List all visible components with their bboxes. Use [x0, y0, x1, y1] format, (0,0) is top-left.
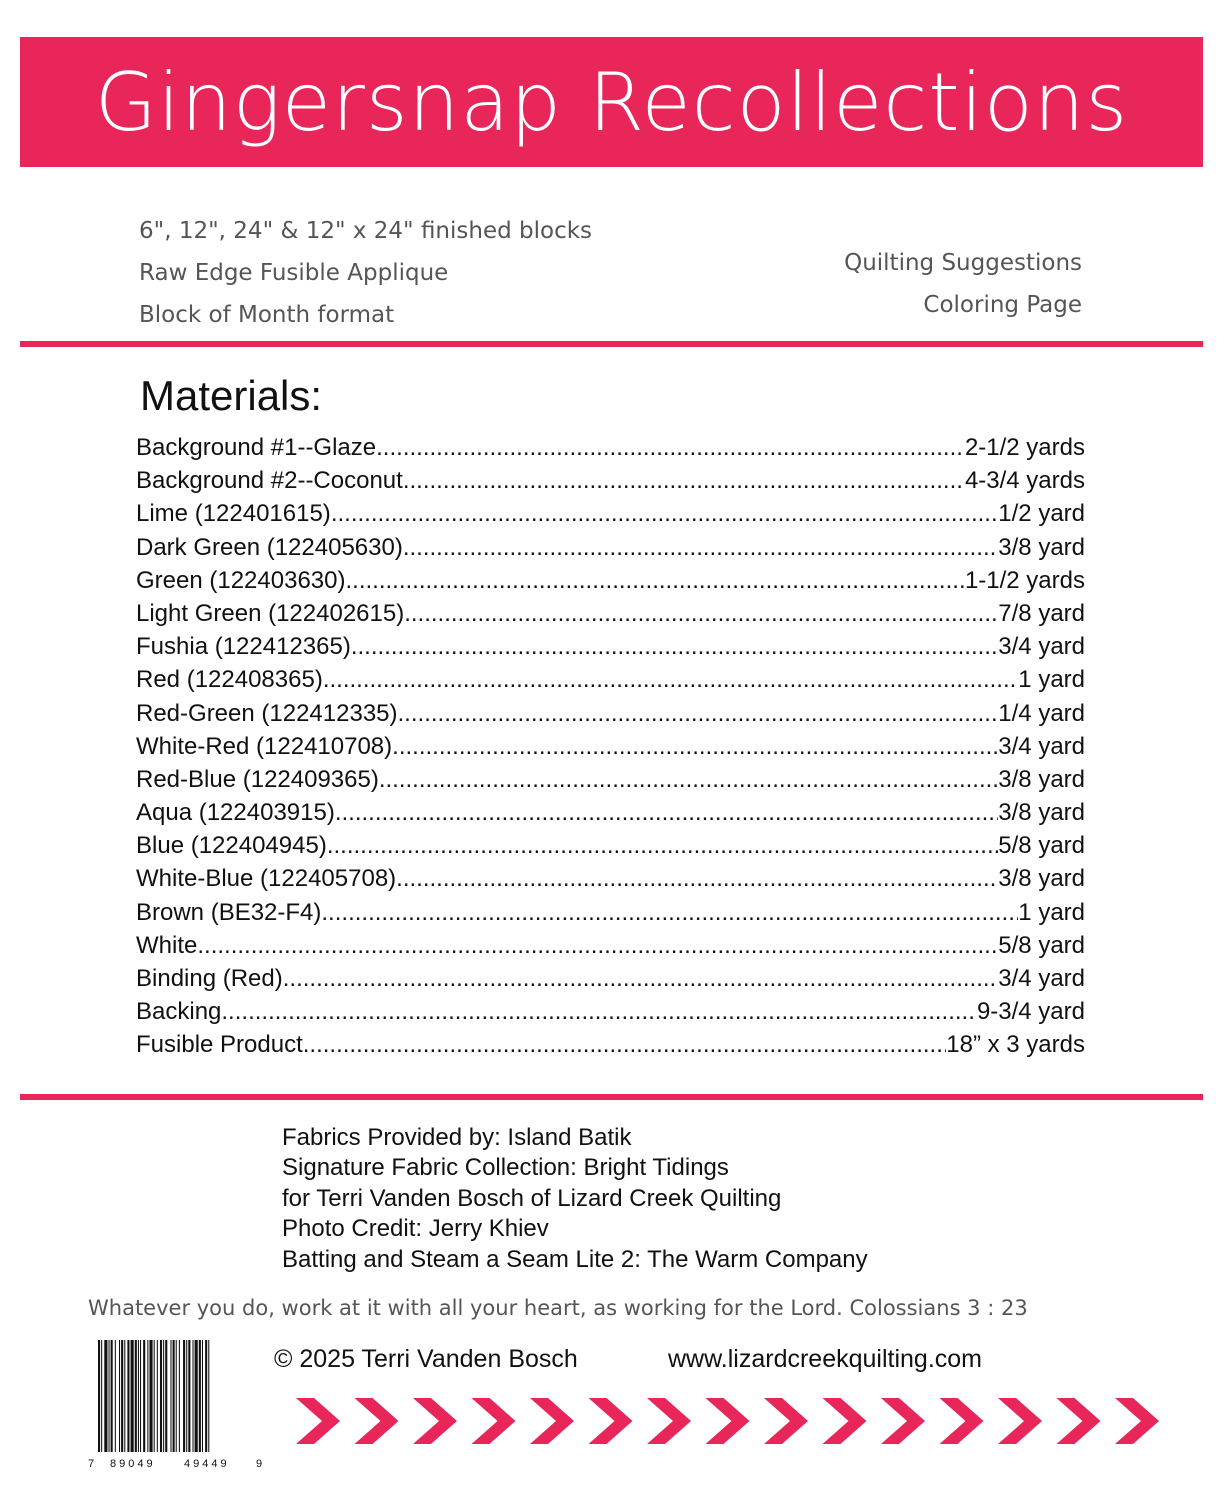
barcode-bar — [173, 1340, 175, 1452]
barcode-bar — [127, 1340, 129, 1452]
divider-bottom — [20, 1094, 1203, 1100]
material-quantity: 1/4 yard — [998, 699, 1085, 727]
chevron-arrow-icon — [998, 1398, 1042, 1444]
dot-leader — [303, 1031, 947, 1059]
material-quantity: 3/8 yard — [998, 765, 1085, 793]
chevron-arrow-icon — [881, 1398, 925, 1444]
chevron-arrow-icon — [589, 1398, 633, 1444]
barcode-bar — [195, 1340, 198, 1452]
material-quantity: 3/4 yard — [998, 633, 1085, 661]
material-row — [136, 733, 1091, 766]
material-row — [136, 865, 1091, 898]
credits — [282, 1123, 868, 1275]
barcode-bar — [179, 1340, 180, 1452]
material-name: Background #1--Glaze — [136, 434, 377, 461]
chevron-arrow-icon — [940, 1398, 984, 1444]
material-quantity: 9-3/4 yard — [976, 998, 1085, 1026]
material-name: White-Red (122410708) — [136, 732, 393, 760]
material-name: Dark Green (122405630) — [136, 533, 403, 561]
barcode — [88, 1340, 264, 1470]
features-left — [139, 210, 592, 336]
chevron-arrow-icon — [764, 1398, 808, 1444]
material-row — [136, 998, 1091, 1031]
material-name: Fushia (122412365) — [136, 633, 351, 661]
credit-line: for Terri Vanden Bosch of Lizard Creek Quilting — [282, 1184, 782, 1212]
material-name: Aqua (122403915) — [136, 799, 335, 827]
material-row — [136, 534, 1091, 567]
dot-leader — [345, 567, 964, 595]
material-name: Fusible Product — [136, 1031, 303, 1059]
material-quantity: 3/8 yard — [998, 865, 1085, 893]
dot-leader — [404, 600, 998, 628]
material-row — [136, 633, 1091, 666]
material-row — [136, 567, 1091, 600]
material-row — [136, 700, 1091, 733]
barcode-bar — [140, 1340, 141, 1452]
material-row — [136, 899, 1091, 932]
barcode-bar — [121, 1340, 123, 1452]
chevron-arrow-icon — [472, 1398, 516, 1444]
dot-leader — [221, 998, 977, 1026]
barcode-bar — [147, 1340, 148, 1452]
feature-item: Block of Month format — [139, 302, 395, 328]
barcode-bar — [163, 1340, 164, 1452]
barcode-digit-left: 7 — [88, 1458, 95, 1470]
barcode-bar — [186, 1340, 187, 1452]
material-quantity: 3/4 yard — [998, 965, 1085, 992]
material-row — [136, 832, 1091, 865]
dot-leader — [323, 666, 1018, 694]
dot-leader — [403, 534, 998, 562]
material-row — [136, 1031, 1091, 1064]
barcode-bar — [165, 1340, 167, 1452]
chevron-arrow-icon — [647, 1398, 691, 1444]
material-quantity: 5/8 yard — [998, 931, 1085, 959]
chevron-arrow-icon — [355, 1398, 399, 1444]
barcode-bar — [176, 1340, 177, 1452]
chevron-arrow-icon — [1057, 1398, 1101, 1444]
barcode-bar — [199, 1340, 201, 1452]
material-row — [136, 467, 1091, 500]
material-name: Lime (122401615) — [136, 500, 331, 528]
chevron-arrow-icon — [530, 1398, 574, 1444]
barcode-bar — [111, 1340, 113, 1452]
material-quantity: 4-3/4 yards — [964, 467, 1085, 495]
barcode-bar — [135, 1340, 137, 1452]
barcode-bar — [157, 1340, 158, 1452]
material-row — [136, 600, 1091, 633]
materials-heading: Materials: — [140, 372, 323, 419]
barcode-bar — [131, 1340, 134, 1452]
credit-line: Photo Credit: Jerry Khiev — [282, 1215, 549, 1243]
divider-top — [20, 341, 1203, 347]
feature-item: 6", 12", 24" & 12" x 24" finished blocks — [139, 218, 593, 244]
title-banner — [20, 37, 1203, 167]
material-quantity: 18” x 3 yards — [946, 1031, 1085, 1059]
material-name: Red (122408365) — [136, 666, 323, 694]
material-row — [136, 500, 1091, 533]
material-quantity: 1 yard — [1018, 898, 1085, 926]
copyright: © 2025 Terri Vanden Bosch — [274, 1345, 578, 1373]
chevron-arrow-icon — [706, 1398, 750, 1444]
material-name: Blue (122404945) — [136, 832, 327, 860]
barcode-bar — [119, 1340, 120, 1452]
barcode-bar — [202, 1340, 203, 1452]
barcode-group-1: 89049 — [110, 1458, 156, 1470]
material-name: Red-Green (122412335) — [136, 699, 398, 727]
barcode-bar — [101, 1340, 102, 1452]
features-right — [844, 242, 1082, 326]
barcode-bar — [188, 1340, 190, 1452]
material-quantity: 5/8 yard — [998, 832, 1085, 860]
dot-leader — [283, 965, 999, 993]
material-quantity: 1-1/2 yards — [964, 566, 1085, 594]
barcode-bar — [138, 1340, 139, 1452]
feature-item: Quilting Suggestions — [844, 250, 1082, 276]
barcode-bar — [109, 1340, 110, 1452]
barcode-group-2: 49449 — [184, 1458, 230, 1470]
material-name: White — [136, 931, 198, 959]
dot-leader — [403, 467, 965, 495]
material-row — [136, 666, 1091, 699]
material-quantity: 3/8 yard — [998, 799, 1085, 827]
dot-leader — [197, 932, 998, 960]
dot-leader — [321, 899, 1018, 927]
chevron-arrow-icon — [296, 1398, 340, 1444]
scripture-verse: Whatever you do, work at it with all your heart, as working for the Lord. Colossians 3 : 23 — [88, 1296, 1028, 1320]
materials-list — [136, 434, 1091, 1065]
chevron-arrow-icon — [1115, 1398, 1159, 1444]
credit-line: Signature Fabric Collection: Bright Tidings — [282, 1154, 729, 1182]
chevron-arrow-icon — [413, 1398, 457, 1444]
feature-item: Coloring Page — [923, 292, 1082, 318]
material-row — [136, 965, 1091, 998]
barcode-bar — [143, 1340, 145, 1452]
material-name: White-Blue (122405708) — [136, 865, 397, 893]
material-row — [136, 932, 1091, 965]
material-name: Red-Blue (122409365) — [136, 765, 379, 793]
barcode-bar — [183, 1340, 185, 1452]
dot-leader — [327, 832, 998, 860]
dot-leader — [331, 500, 998, 528]
barcode-bar — [115, 1340, 116, 1452]
material-quantity: 2-1/2 yards — [964, 434, 1085, 461]
barcode-bar — [170, 1340, 171, 1452]
material-quantity: 3/8 yard — [998, 533, 1085, 561]
barcode-bar — [98, 1340, 100, 1452]
barcode-bar — [160, 1340, 162, 1452]
barcode-bar — [205, 1340, 207, 1452]
barcode-bars — [98, 1340, 209, 1452]
barcode-bar — [208, 1340, 209, 1452]
material-name: Green (122403630) — [136, 566, 346, 594]
dot-leader — [335, 799, 998, 827]
material-name: Backing — [136, 998, 222, 1026]
material-quantity: 1 yard — [1018, 666, 1085, 694]
dot-leader — [379, 766, 998, 794]
barcode-bar — [154, 1340, 155, 1452]
material-name: Brown (BE32-F4) — [136, 898, 322, 926]
credit-line: Fabrics Provided by: Island Batik — [282, 1124, 632, 1151]
pattern-title: Gingersnap Recollections — [94, 55, 1129, 149]
material-row — [136, 766, 1091, 799]
material-quantity: 7/8 yard — [998, 599, 1085, 627]
credit-line: Batting and Steam a Seam Lite 2: The Warm Company — [282, 1245, 868, 1273]
barcode-bar — [104, 1340, 107, 1452]
barcode-bar — [124, 1340, 125, 1452]
chevron-arrow-band — [296, 1398, 1176, 1444]
material-name: Background #2--Coconut — [136, 467, 403, 495]
dot-leader — [396, 865, 998, 893]
dot-leader — [392, 733, 998, 761]
barcode-bar — [149, 1340, 152, 1452]
feature-item: Raw Edge Fusible Applique — [139, 260, 449, 286]
website-link[interactable]: www.lizardcreekquilting.com — [668, 1345, 983, 1373]
chevron-arrow-icon — [823, 1398, 867, 1444]
material-row — [136, 434, 1091, 467]
material-name: Light Green (122402615) — [136, 599, 405, 627]
dot-leader — [351, 633, 998, 661]
material-quantity: 1/2 yard — [998, 500, 1085, 528]
dot-leader — [398, 700, 999, 728]
dot-leader — [376, 434, 965, 462]
material-row — [136, 799, 1091, 832]
material-quantity: 3/4 yard — [998, 732, 1085, 760]
barcode-bar — [193, 1340, 194, 1452]
material-name: Binding (Red) — [136, 965, 283, 992]
barcode-digit-right: 9 — [256, 1458, 263, 1470]
